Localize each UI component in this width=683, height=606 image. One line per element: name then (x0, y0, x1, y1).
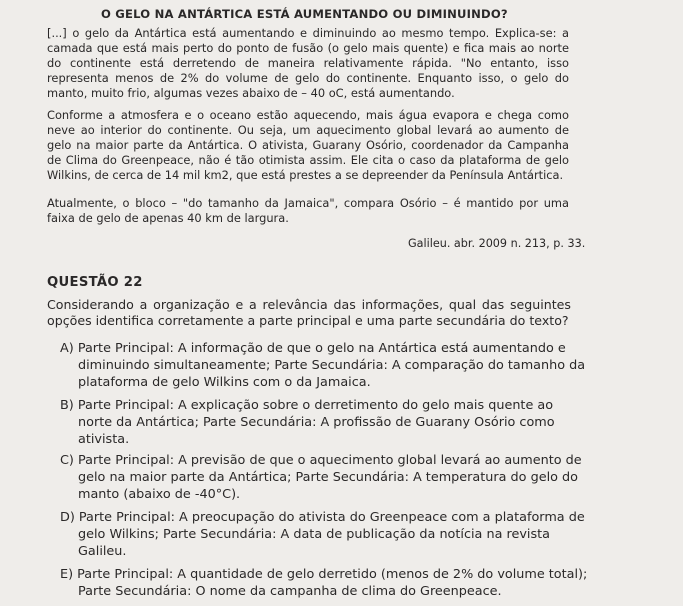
article-title: O GELO NA ANTÁRTICA ESTÁ AUMENTANDO OU DIMINUINDO? (101, 7, 508, 21)
article-source: Galileu. abr. 2009 n. 213, p. 33. (408, 237, 586, 250)
answer-options (60, 340, 590, 606)
article-paragraph-1: [...] o gelo da Antártica está aumentando e diminuindo ao mesmo tempo. Explica-se: a camada que está mais perto do ponto de fusão (o gelo mais quente) e fica mais ao norte do continente está derretendo de maneira relativamente rápida. "No entanto, isso representa menos de 2% do volume de gelo do continente. Enquanto isso, o gelo do manto, muito frio, algumas vezes abaixo de – 40 oC, está aumentando. (47, 26, 569, 101)
option-c[interactable]: C) Parte Principal: A previsão de que o aquecimento global levará ao aumento de gelo na maior parte da Antártica; Parte Secundária: A temperatura do gelo do manto (abaixo de -40°C). (60, 453, 582, 502)
article-paragraph-3: Atualmente, o bloco – "do tamanho da Jamaica", compara Osório – é mantido por uma faixa de gelo de apenas 40 km de largura. (47, 196, 569, 226)
option-b[interactable]: B) Parte Principal: A explicação sobre o derretimento do gelo mais quente ao norte da Antártica; Parte Secundária: A profissão de Guarany Osório como ativista. (60, 398, 555, 447)
option-e[interactable]: E) Parte Principal: A quantidade de gelo derretido (menos de 2% do volume total); Parte Secundária: O nome da campanha de clima do Greenpeace. (60, 567, 588, 599)
option-d[interactable]: D) Parte Principal: A preocupação do ativista do Greenpeace com a plataforma de gelo Wilkins; Parte Secundária: A data de publicação da notícia na revista Galileu. (60, 510, 585, 559)
option-a[interactable]: A) Parte Principal: A informação de que o gelo na Antártica está aumentando e diminuindo simultaneamente; Parte Secundária: A comparação do tamanho da plataforma de gelo Wilkins com o da Jamaica. (60, 341, 586, 390)
question-title: QUESTÃO 22 (47, 275, 143, 290)
question-stem: Considerando a organização e a relevância das informações, qual das seguintes opções identifica corretamente a parte principal e uma parte secundária do texto? (47, 297, 571, 329)
article-paragraph-2: Conforme a atmosfera e o oceano estão aquecendo, mais água evapora e chega como neve ao interior do continente. Ou seja, um aquecimento global levará ao aumento de gelo na maior parte da Antártica. O ativista, Guarany Osório, coordenador da Campanha de Clima do Greenpeace, não é tão otimista assim. Ele cita o caso da plataforma de gelo Wilkins, de cerca de 14 mil km2, que está prestes a se depreender da Península Antártica. (47, 108, 569, 183)
